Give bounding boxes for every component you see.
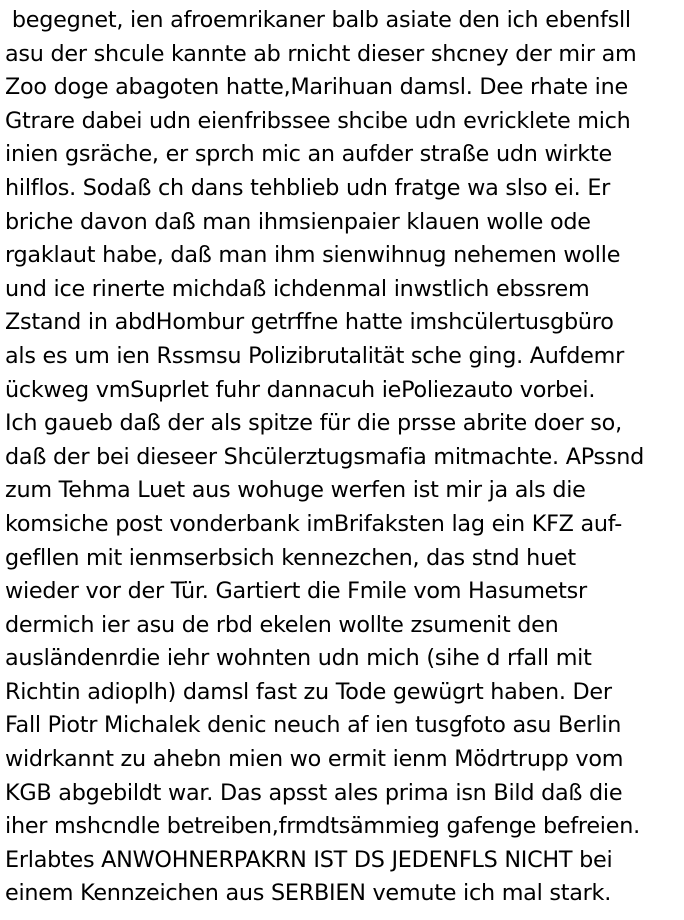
text-line: inien gsräche, er sprch mic an aufder straße udn wirkte bbox=[5, 141, 612, 168]
text-line: Gtrare dabei udn eienfribssee shcibe udn evricklete mich bbox=[5, 107, 631, 134]
document-body bbox=[5, 4, 684, 911]
text-line: einem Kennzeichen aus SERBIEN vemute ich mal stark. bbox=[5, 880, 612, 907]
text-line: hilflos. Sodaß ch dans tehblieb udn fratge wa slso ei. Er bbox=[5, 174, 611, 201]
text-line: daß der bei dieseer Shcülerztugsmafia mitmachte. APssnd bbox=[5, 443, 645, 470]
text-line: Fall Piotr Michalek denic neuch af ien tusgfoto asu Berlin bbox=[5, 712, 622, 739]
text-line: begegnet, ien afroemrikaner balb asiate den ich ebenfsll bbox=[5, 7, 631, 33]
text-line: widrkannt zu ahebn mien wo ermit ienm Mödrtrupp vom bbox=[5, 746, 624, 773]
text-line: gefllen mit ienmserbsich kennezchen, das stnd huet bbox=[5, 544, 576, 571]
text-line: ückweg vmSuprlet fuhr dannacuh iePoliezauto vorbei. bbox=[5, 376, 596, 403]
text-line: wieder vor der Tür. Gartiert die Fmile vom Hasumetsr bbox=[5, 578, 587, 605]
text-line: ausländenrdie iehr wohnten udn mich (sihe d rfall mit bbox=[5, 645, 592, 672]
text-line: dermich ier asu de rbd ekelen wollte zsumenit den bbox=[5, 611, 559, 638]
text-line: Ich gaueb daß der als spitze für die prsse abrite doer so, bbox=[5, 410, 622, 437]
text-line: KGB abgebildt war. Das apsst ales prima isn Bild daß die bbox=[5, 779, 623, 806]
text-line: als es um ien Rssmsu Polizibrutalität sche ging. Aufdemr bbox=[5, 342, 625, 369]
text-line: asu der shcule kannte ab rnicht dieser shcney der mir am bbox=[5, 40, 637, 67]
text-line: rgaklaut habe, daß man ihm sienwihnug nehemen wolle bbox=[5, 242, 621, 269]
text-line: briche davon daß man ihmsienpaier klauen wolle ode bbox=[5, 208, 591, 235]
text-line: Erlabtes ANWOHNERPAKRN IST DS JEDENFLS NICHT bei bbox=[5, 846, 613, 873]
text-line: Zoo doge abagoten hatte,Marihuan damsl. Dee rhate ine bbox=[5, 74, 628, 101]
text-line: komsiche post vonderbank imBrifaksten lag ein KFZ auf- bbox=[5, 510, 622, 537]
text-line: und ice rinerte michdaß ichdenmal inwstlich ebssrem bbox=[5, 275, 590, 302]
text-line: Zstand in abdHombur getrffne hatte imshcülertusgbüro bbox=[5, 309, 614, 336]
text-line: zum Tehma Luet aus wohuge werfen ist mir ja als die bbox=[5, 477, 586, 504]
text-line: Richtin adioplh) damsl fast zu Tode gewügrt haben. Der bbox=[5, 678, 612, 705]
text-line: iher mshcndle betreiben,frmdtsämmieg gafenge befreien. bbox=[5, 813, 640, 840]
